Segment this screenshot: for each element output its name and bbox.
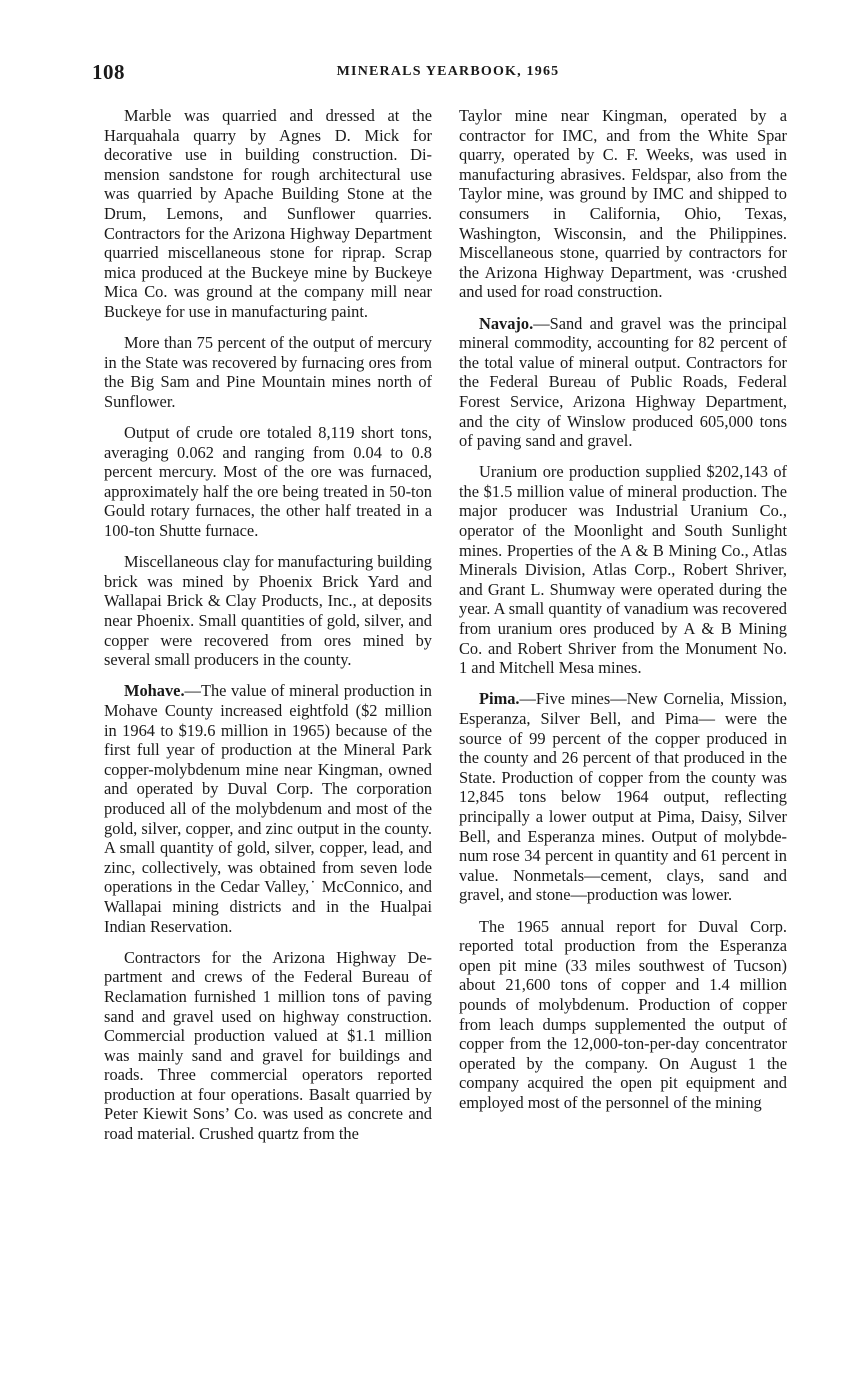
- paragraph-taylor-mine: Taylor mine near Kingman, operated by a contractor for IMC, and from the White Spar quarry, operated by C. F. Weeks, was used in manufacturing abrasives. Feldspar, also from the Taylor mine, was ground by IMC and shipped to consumers in California, Ohio, Texas, Washington, Wisconsin, and the Philippines. Miscellaneous stone, quarried by contractors for the Arizona Highway Department, was ·crushed and used for road construction.: [459, 106, 787, 302]
- paragraph-pima: [459, 689, 787, 905]
- section-heading-pima: Pima.: [479, 689, 520, 709]
- right-column: [459, 106, 787, 1112]
- page-number: 108: [92, 60, 125, 84]
- section-heading-navajo: Navajo.: [479, 313, 534, 333]
- paragraph-mohave: [104, 681, 432, 936]
- page-header: [92, 60, 804, 86]
- paragraph-pima-text: —Five mines—New Cornelia, Mission, Esperanza, Silver Bell, and Pima— were the source of 99 percent of the copper produced in the county and 26 percent of that produced in the State. Production of copper from the county was 12,845 tons below 1964 output, reflecting principally a lower output at Pima, Daisy, Silver Bell, and Esperanza mines. Output of molybdenum rose 34 percent in quantity and 61 percent in value. Nonmetals—cement, clays, sand and gravel, and stone—production was lower.: [459, 689, 787, 905]
- paragraph-mohave-text: —The value of mineral production in Mohave County increased eightfold ($2 million in 1964 to $19.6 million in 1965) because of the first full year of production at the Mineral Park copper-molybdenum mine near Kingman, owned and operated by Duval Corp. The corporation produced all of the molybdenum and most of the gold, silver, copper, and zinc output in the county. A small quantity of gold, silver, copper, lead, and zinc, collectively, was obtained from seven lode operations in the Cedar Valley,˙ McConnico, and Wallapai mining districts and in the Hualpai Indian Reservation.: [104, 681, 432, 936]
- paragraph-duval: The 1965 annual report for Duval Corp. reported total production from the Esperanza open pit mine (33 miles southwest of Tucson) about 21,600 tons of copper and 1.4 million pounds of molybdenum. Production of copper from leach dumps supplemented the output of copper from the 12,000-ton-per-day concentrator operated by the company. On August 1 the company acquired the open pit equipment and employed most of the personnel of the mining: [459, 916, 787, 1112]
- paragraph-clay: Miscellaneous clay for manufacturing building brick was mined by Phoenix Brick Yard and Wallapai Brick & Clay Products, Inc., at deposits near Phoenix. Small quantities of gold, silver, and copper were recovered from ores mined by several small producers in the county.: [104, 552, 432, 670]
- running-head: MINERALS YEARBOOK, 1965: [336, 64, 560, 79]
- paragraph-highway-contractors: Contractors for the Arizona Highway Department and crews of the Federal Bureau of Reclamation furnished 1 million tons of paving sand and gravel used on highway construction. Commercial production valued at $1.1 million was mainly sand and gravel for buildings and roads. Three commercial operators reported production at four operations. Basalt quarried by Peter Kiewit Sons’ Co. was used as concrete and road material. Crushed quartz from the: [104, 947, 432, 1144]
- section-heading-mohave: Mohave.: [124, 681, 185, 701]
- paragraph-navajo-text: —Sand and gravel was the principal mineral commodity, accounting for 82 percent of the total value of mineral output. Contractors for the Federal Bureau of Public Roads, Federal Forest Service, Arizona Highway Department, and the city of Winslow produced 605,000 tons of paving sand and gravel.: [459, 313, 787, 451]
- paragraph-uranium: Uranium ore production supplied $202,143 of the $1.5 million value of mineral production. The major producer was Industrial Uranium Co., operator of the Moonlight and South Sunlight mines. Properties of the A & B Mining Co., Atlas Minerals Division, Atlas Corp., Robert Shriver, and Grant L. Shumway were operated during the year. A small quantity of vanadium was recovered from uranium ores produced by A & B Mining Co. and Robert Shriver from the Monument No. 1 and Mitchell Mesa mines.: [459, 462, 787, 678]
- left-column: [104, 106, 432, 1144]
- paragraph-mercury: More than 75 percent of the output of mercury in the State was recovered by furnacing ores from the Big Sam and Pine Mountain mines north of Sunflower.: [104, 333, 432, 411]
- paragraph-marble: Marble was quarried and dressed at the Harquahala quarry by Agnes D. Mick for decorative use in building construction. Dimension sandstone for rough architectural use was quarried by Apache Building Stone at the Drum, Lemons, and Sunflower quarries. Contractors for the Arizona Highway Department quarried miscellaneous stone for riprap. Scrap mica produced at the Buckeye mine by Buckeye Mica Co. was ground at the company mill near Buckeye for use in manufacturing paint.: [104, 106, 432, 321]
- paragraph-navajo: [459, 314, 787, 451]
- paragraph-crude-ore: Output of crude ore totaled 8,119 short tons, averaging 0.062 and ranging from 0.04 to 0.8 percent mercury. Most of the ore was furnaced, approximately half the ore being treated in 50-ton Gould rotary furnaces, the other half treated in a 100-ton Shutte furnace.: [104, 423, 432, 541]
